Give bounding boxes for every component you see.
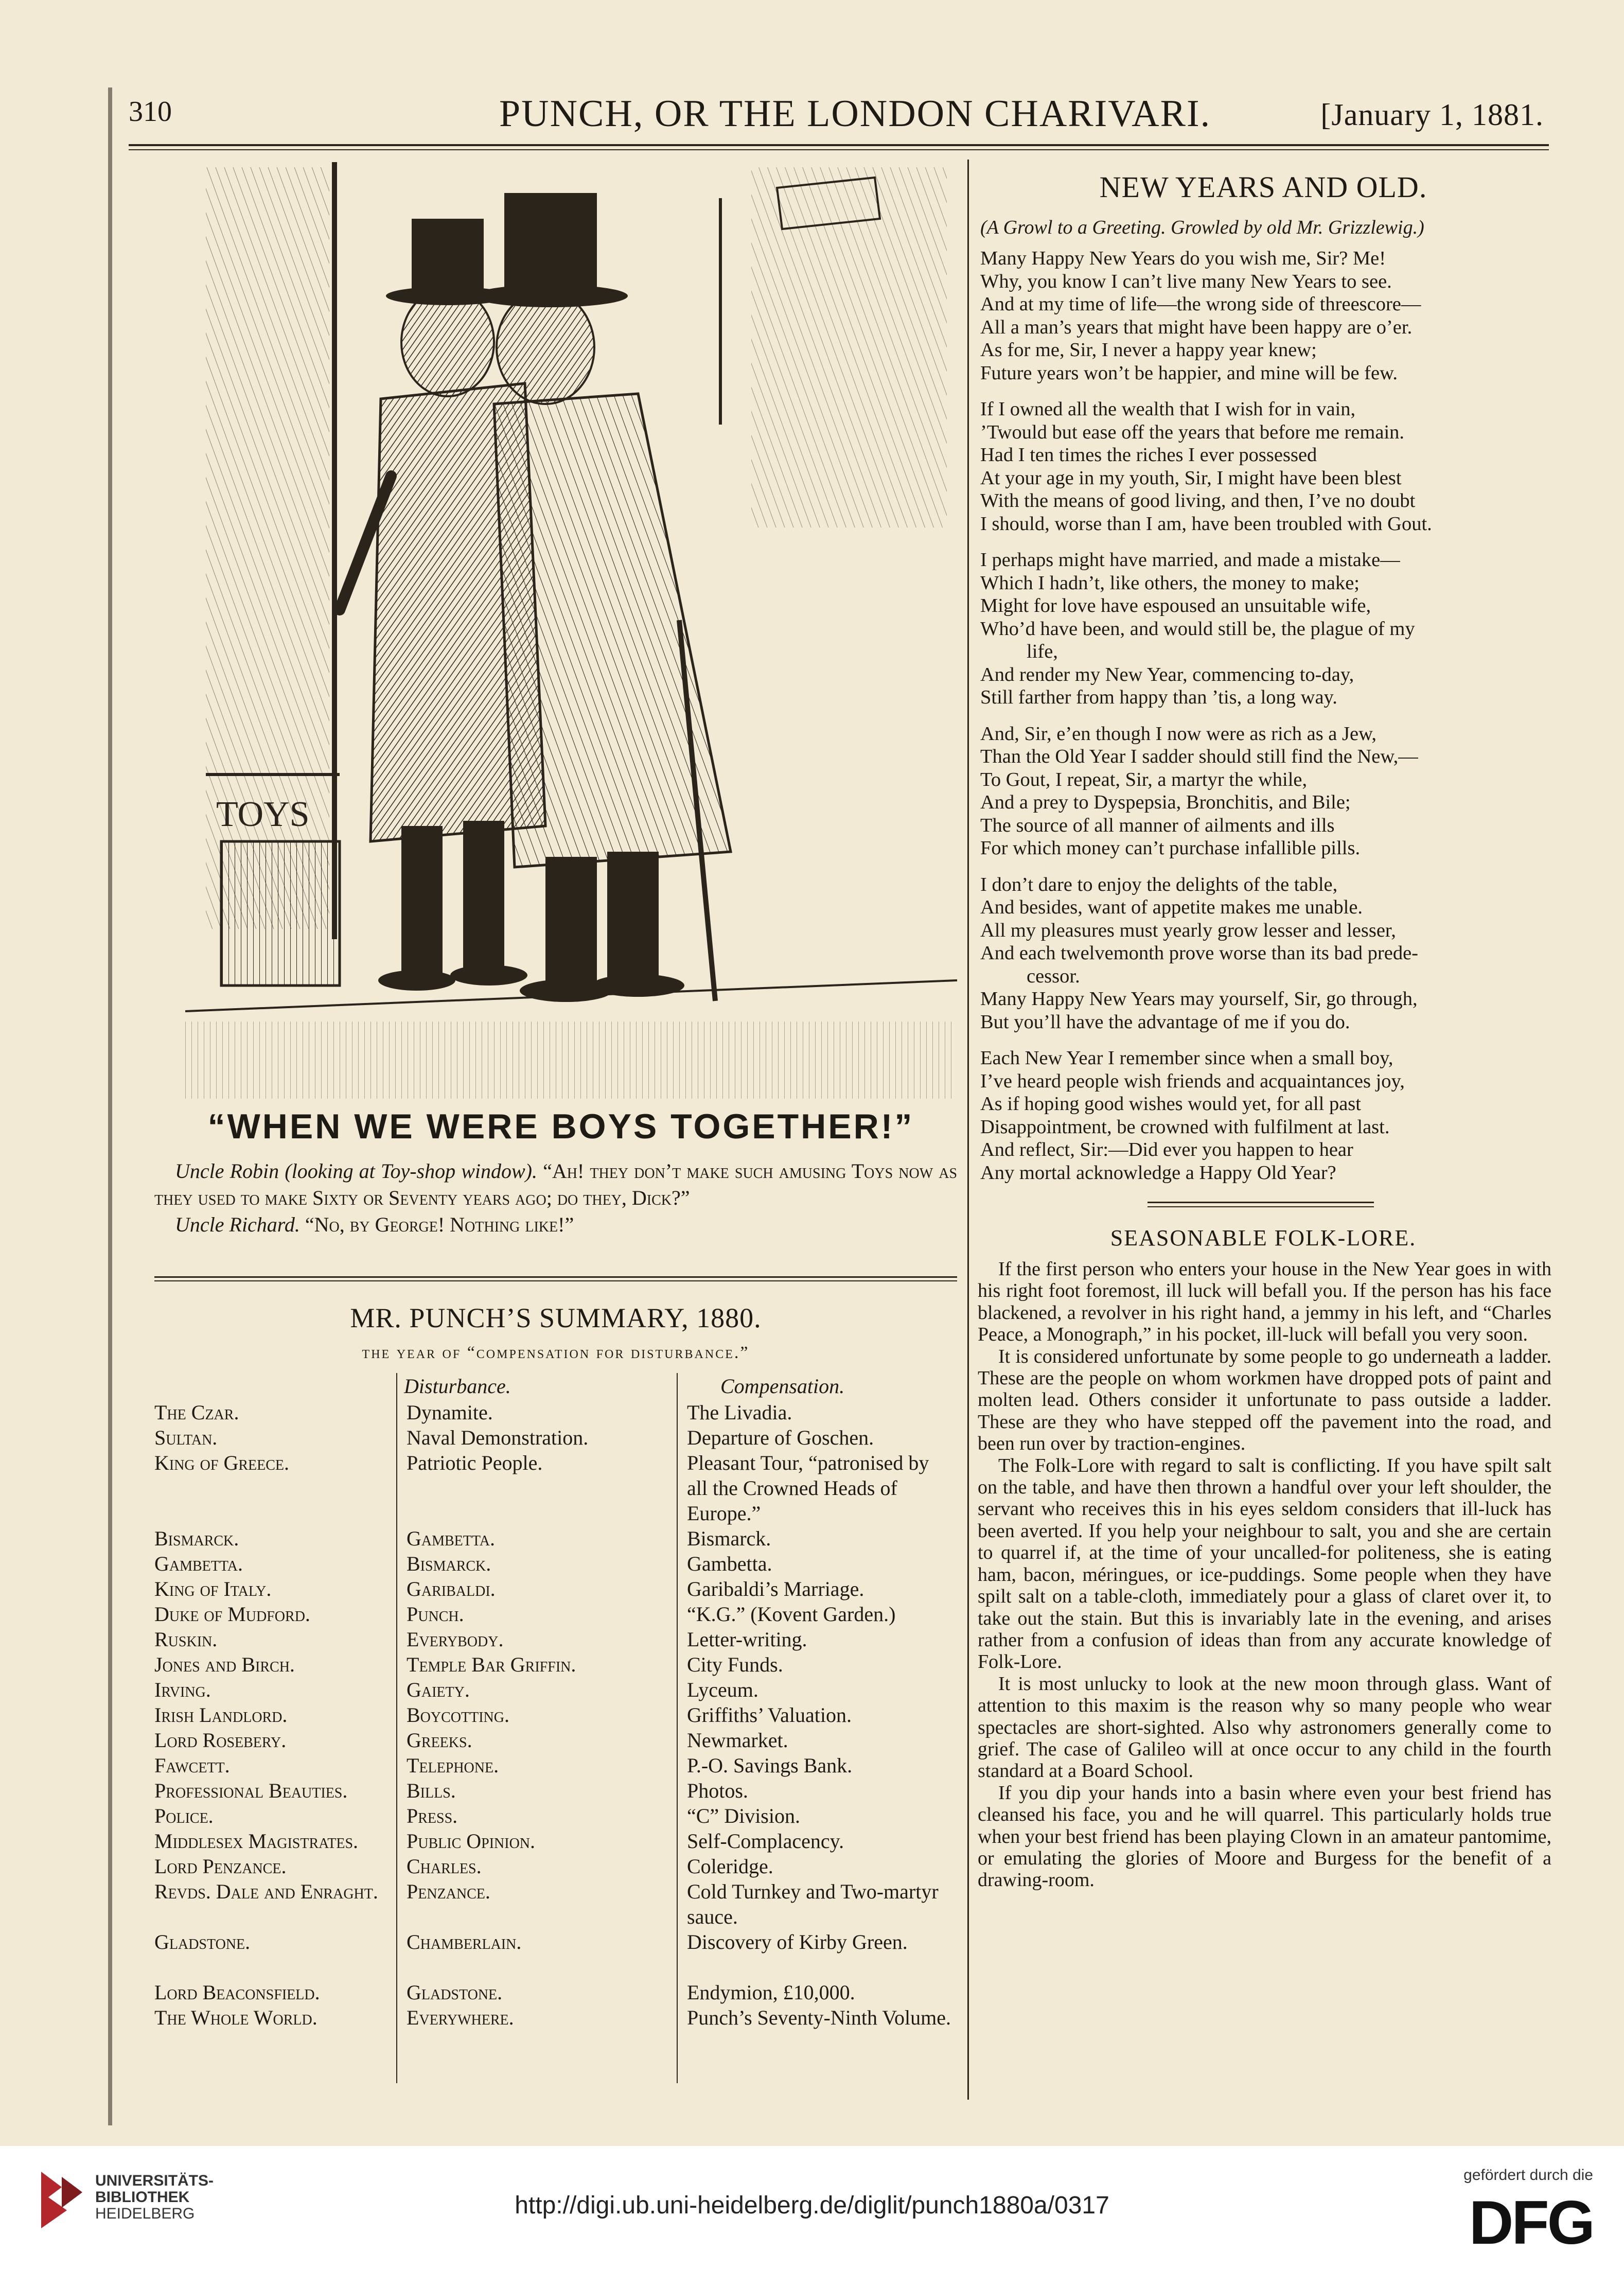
summary-disturbance: Boycotting. <box>407 1703 509 1727</box>
poem-line: With the means of good living, and then, I’ve no doubt <box>980 490 1416 512</box>
summary-disturbance: Patriotic People. <box>407 1451 543 1474</box>
summary-compensation: Lyceum. <box>687 1678 758 1701</box>
summary-disturbance: Bills. <box>407 1779 456 1802</box>
summary-divider-2 <box>677 1373 678 2083</box>
summary-name: Duke of Mudford. <box>154 1603 310 1626</box>
summary-disturbance: Penzance. <box>407 1880 490 1903</box>
poem-line: If I owned all the wealth that I wish for in vain, <box>980 398 1356 420</box>
poem-line: Disappointment, be crowned with fulfilment at last. <box>980 1116 1390 1138</box>
poem-line: ’Twould but ease off the years that before me remain. <box>980 421 1405 443</box>
summary-name: Jones and Birch. <box>154 1653 295 1676</box>
summary-compensation: Pleasant Tour, “patronised by all the Crowned Heads of Europe.” <box>687 1451 929 1525</box>
folklore-body <box>978 1258 1551 1891</box>
section-rule-thin <box>154 1280 957 1281</box>
summary-compensation-column <box>687 1400 955 2055</box>
summary-name: Police. <box>154 1804 214 1827</box>
dfg-logo: DFG <box>1469 2188 1593 2257</box>
poem-body <box>980 247 1551 1198</box>
summary-compensation: Garibaldi’s Marriage. <box>687 1577 864 1600</box>
poem-stanza <box>980 247 1551 384</box>
summary-name: Middlesex Magistrates. <box>154 1829 359 1853</box>
poem-line: Still farther from happy than ’tis, a long way. <box>980 687 1337 708</box>
poem-line: life, <box>1027 641 1058 662</box>
summary-disturbance: Punch. <box>407 1603 464 1626</box>
summary-compensation: Endymion, £10,000. <box>687 1981 855 2004</box>
summary-name: King of Italy. <box>154 1577 272 1600</box>
summary-name: Fawcett. <box>154 1754 230 1777</box>
poem-line: Any mortal acknowledge a Happy Old Year? <box>980 1162 1336 1184</box>
poem-line: Had I ten times the riches I ever possessed <box>980 444 1317 466</box>
poem-line: I perhaps might have married, and made a mistake— <box>980 549 1400 571</box>
poem-stanza <box>980 1047 1551 1184</box>
poem-line: All my pleasures must yearly grow lesser and lesser, <box>980 919 1396 941</box>
caption-line-robin <box>154 1158 957 1211</box>
header-rule <box>129 144 1549 146</box>
summary-compensation: “K.G.” (Kovent Garden.) <box>687 1603 896 1626</box>
summary-disturbance: Charles. <box>407 1855 482 1878</box>
folklore-paragraph: If you dip your hands into a basin where even your best friend has cleansed his face, you and he will quarrel. This particularly holds true when your best friend has been playing Clown in an amateur pantomime, or emulating the glories of Moore and Burgess for the benefit of a drawing-room. <box>978 1782 1551 1891</box>
summary-disturbance: Everywhere. <box>407 2006 514 2029</box>
page-number: 310 <box>129 96 172 128</box>
robin-speech: “Ah! they don’t make such amusing Toys now as they used to make Sixty or Seventy years ago; do they, Dick?” <box>154 1159 958 1209</box>
poem-line: As if hoping good wishes would yet, for all past <box>980 1093 1361 1115</box>
funding-label: gefördert durch die <box>1463 2167 1593 2184</box>
page-header <box>129 95 1549 152</box>
summary-name: Professional Beauties. <box>154 1779 348 1802</box>
poem-line: But you’ll have the advantage of me if you do. <box>980 1011 1350 1033</box>
section-rule <box>154 1276 957 1278</box>
summary-name: Ruskin. <box>154 1628 218 1651</box>
summary-name: Gambetta. <box>154 1552 243 1575</box>
page-edge <box>108 87 112 2125</box>
poem-line: And at my time of life—the wrong side of threescore— <box>980 293 1421 315</box>
issue-date: [January 1, 1881. <box>1320 98 1544 132</box>
poem-line: I’ve heard people wish friends and acquaintances joy, <box>980 1070 1405 1092</box>
summary-compensation: Cold Turnkey and Two-martyr sauce. <box>687 1880 939 1928</box>
summary-compensation: Self-Complacency. <box>687 1829 844 1853</box>
folklore-title: SEASONABLE FOLK-LORE. <box>1110 1225 1417 1251</box>
poem-line: Which I hadn’t, like others, the money to make; <box>980 572 1360 594</box>
poem-line: Who’d have been, and would still be, the plague of my <box>980 618 1415 640</box>
library-line-3: HEIDELBERG <box>95 2205 195 2222</box>
short-rule-thin <box>1148 1206 1374 1207</box>
folklore-paragraph: The Folk-Lore with regard to salt is conflicting. If you have spilt salt on the table, and have then thrown a handful over your left shoulder, the servant who receives this in his eyes seldom considers that ill-luck has been averted. If you help your neighbour to salt, you and she are certain to quarrel if, at the time of your uncalled-for politeness, she is eating ham, bacon, méringues, or ice-puddings. Some people when they have spilt salt on a table-cloth, immediately pour a glass of claret over it, to take out the stain. But this is invariably late in the evening, and arises rather from a confusion of ideas than from any accurate knowledge of Folk-Lore. <box>978 1454 1551 1673</box>
summary-compensation: Departure of Goschen. <box>687 1426 874 1449</box>
poem-line: I should, worse than I am, have been troubled with Gout. <box>980 513 1432 535</box>
poem-line: And, Sir, e’en though I now were as rich as a Jew, <box>980 723 1377 745</box>
summary-disturbance: Public Opinion. <box>407 1829 536 1853</box>
summary-disturbance: Bismarck. <box>407 1552 491 1575</box>
summary-compensation: Coleridge. <box>687 1855 773 1878</box>
poem-line: Many Happy New Years may yourself, Sir, go through, <box>980 988 1418 1010</box>
short-rule <box>1148 1202 1374 1203</box>
poem-line: The source of all manner of ailments and ills <box>980 814 1335 836</box>
poem-line: I don’t dare to enjoy the delights of the table, <box>980 873 1338 895</box>
summary-compensation: Gambetta. <box>687 1552 772 1575</box>
summary-name: Gladstone. <box>154 1930 251 1954</box>
summary-disturbance: Chamberlain. <box>407 1930 522 1954</box>
summary-name: The Czar. <box>154 1401 239 1424</box>
source-url-link[interactable]: http://digi.ub.uni-heidelberg.de/diglit/punch1880a/0317 <box>515 2192 1109 2219</box>
summary-subtitle: the year of “compensation for disturbance.” <box>362 1343 750 1362</box>
poem-line: For which money can’t purchase infallible pills. <box>980 837 1361 859</box>
cartoon-illustration <box>185 157 957 1099</box>
summary-name: Irish Landlord. <box>154 1703 288 1727</box>
summary-disturbance-column <box>407 1400 669 2055</box>
folklore-paragraph: It is most unlucky to look at the new moon through glass. Want of attention to this maxim is the reason why so many people who wear spectacles are short-sighted. Also why astronomers generally come to grief. The case of Galileo will at once occur to any child in the fourth standard at a Board School. <box>978 1673 1551 1782</box>
summary-compensation: Punch’s Seventy-Ninth Volume. <box>687 2006 951 2029</box>
summary-name: King of Greece. <box>154 1451 289 1474</box>
poem-line: Many Happy New Years do you wish me, Sir? Me! <box>980 248 1386 269</box>
summary-compensation: Griffiths’ Valuation. <box>687 1703 852 1727</box>
poem-line: And reflect, Sir:—Did ever you happen to hear <box>980 1139 1353 1160</box>
poem-subtitle: (A Growl to a Greeting. Growled by old Mr. Grizzlewig.) <box>980 217 1424 238</box>
summary-name: Revds. Dale and Enraght. <box>154 1880 378 1903</box>
library-line-2: BIBLIOTHEK <box>95 2189 190 2206</box>
summary-compensation: Bismarck. <box>687 1527 771 1550</box>
poem-line: To Gout, I repeat, Sir, a martyr the while, <box>980 768 1308 790</box>
summary-disturbance: Gladstone. <box>407 1981 503 2004</box>
caption-line-richard <box>154 1211 957 1238</box>
summary-compensation: Photos. <box>687 1779 748 1802</box>
summary-name: Bismarck. <box>154 1527 239 1550</box>
summary-disturbance: Gaiety. <box>407 1678 470 1701</box>
poem-stanza <box>980 723 1551 860</box>
summary-disturbance: Garibaldi. <box>407 1577 496 1600</box>
summary-name: Lord Penzance. <box>154 1855 287 1878</box>
head-compensation: Compensation. <box>720 1375 845 1398</box>
engraving-drawing <box>185 157 957 1099</box>
summary-compensation: Discovery of Kirby Green. <box>687 1930 908 1954</box>
summary-disturbance: Press. <box>407 1804 458 1827</box>
summary-disturbance: Telephone. <box>407 1754 499 1777</box>
summary-disturbance: Everybody. <box>407 1628 504 1651</box>
summary-disturbance: Greeks. <box>407 1729 472 1752</box>
poem-line: Future years won’t be happier, and mine will be few. <box>980 362 1398 384</box>
summary-divider-1 <box>396 1373 397 2083</box>
folklore-paragraph: If the first person who enters your house in the New Year goes in with his right foot foremost, ill luck will befall you. If the person has his face blackened, a revolver in his right hand, a jemmy in his left, and “Charles Peace, a Monograph,” in his pocket, ill-luck will befall you very soon. <box>978 1258 1551 1346</box>
summary-compensation: Newmarket. <box>687 1729 788 1752</box>
speaker-richard: Uncle Richard. <box>175 1213 300 1236</box>
poem-line: As for me, Sir, I never a happy year knew; <box>980 339 1317 361</box>
poem-line: At your age in my youth, Sir, I might have been blest <box>980 467 1402 489</box>
poem-title: NEW YEARS AND OLD. <box>1099 170 1427 204</box>
masthead-title: PUNCH, OR THE LONDON CHARIVARI. <box>499 93 1211 135</box>
poem-line: Might for love have espoused an unsuitable wife, <box>980 595 1371 617</box>
head-disturbance: Disturbance. <box>404 1375 511 1398</box>
cartoon-caption <box>154 1158 957 1238</box>
poem-line: Each New Year I remember since when a small boy, <box>980 1047 1393 1069</box>
poem-stanza <box>980 549 1551 709</box>
speaker-robin: Uncle Robin <box>175 1159 279 1183</box>
poem-line: cessor. <box>1027 965 1080 987</box>
column-divider <box>967 160 969 2100</box>
stage-direction: (looking at Toy-shop window). <box>285 1159 537 1183</box>
summary-disturbance: Naval Demonstration. <box>407 1426 589 1449</box>
summary-disturbance: Temple Bar Griffin. <box>407 1653 576 1676</box>
summary-title: MR. PUNCH’S SUMMARY, 1880. <box>350 1303 762 1333</box>
folklore-paragraph: It is considered unfortunate by some people to go underneath a ladder. These are the people on whom workmen have dropped pots of paint and molten lead. Others consider it unfortunate to pass outside a ladder. These are they who have stepped off the pavement into the road, and been run over by traction-engines. <box>978 1345 1551 1455</box>
summary-compensation: P.-O. Savings Bank. <box>687 1754 853 1777</box>
library-line-1: UNIVERSITÄTS- <box>95 2172 214 2189</box>
summary-names-column <box>154 1400 391 2055</box>
poem-line: Than the Old Year I sadder should still find the New,— <box>980 746 1418 767</box>
richard-speech: “No, by George! Nothing like!” <box>305 1213 574 1236</box>
summary-compensation: “C” Division. <box>687 1804 800 1827</box>
header-rule-thin <box>129 149 1549 150</box>
summary-name: Irving. <box>154 1678 211 1701</box>
poem-line: And render my New Year, commencing to-day, <box>980 663 1354 685</box>
poem-line: All a man’s years that might have been happy are o’er. <box>980 316 1413 338</box>
summary-name: Lord Beaconsfield. <box>154 1981 320 2004</box>
digitization-footer <box>0 2146 1624 2270</box>
summary-disturbance: Gambetta. <box>407 1527 495 1550</box>
svg-text:TOYS: TOYS <box>216 795 310 834</box>
uncle-richard-figure <box>473 193 731 1002</box>
poem-line: And a prey to Dyspepsia, Bronchitis, and Bile; <box>980 791 1351 813</box>
cartoon-title: “WHEN WE WERE BOYS TOGETHER!” <box>207 1107 914 1146</box>
summary-compensation: The Livadia. <box>687 1401 792 1424</box>
poem-stanza <box>980 873 1551 1034</box>
poem-line: Why, you know I can’t live many New Years to see. <box>980 270 1392 292</box>
poem-line: And each twelvemonth prove worse than its bad prede- <box>980 942 1419 964</box>
summary-disturbance: Dynamite. <box>407 1401 493 1424</box>
poem-stanza <box>980 398 1551 535</box>
poem-line: And besides, want of appetite makes me unable. <box>980 896 1363 918</box>
summary-compensation: Letter-writing. <box>687 1628 807 1651</box>
summary-name: Lord Rosebery. <box>154 1729 287 1752</box>
summary-name: The Whole World. <box>154 2006 317 2029</box>
summary-name: Sultan. <box>154 1426 218 1449</box>
toys-sign <box>216 795 310 834</box>
summary-compensation: City Funds. <box>687 1653 783 1676</box>
